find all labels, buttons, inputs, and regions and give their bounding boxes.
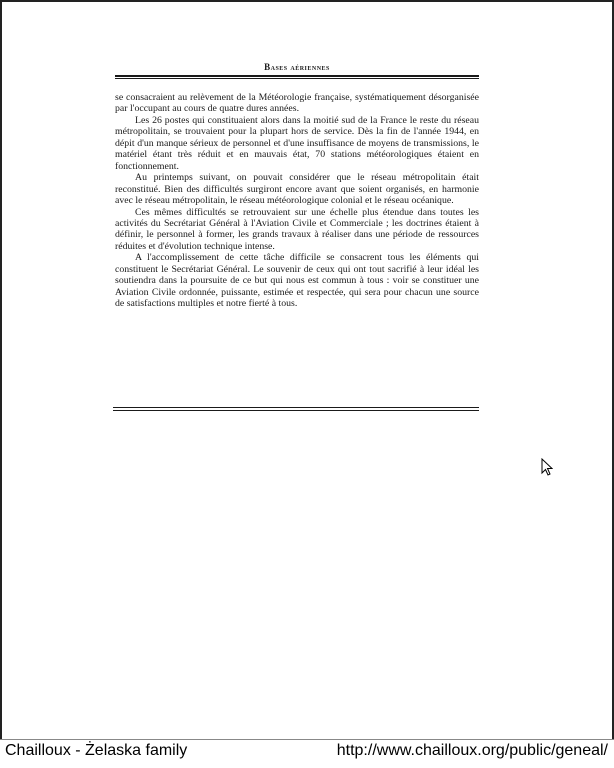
footer-url-link[interactable]: http://www.chailloux.org/public/geneal/	[336, 742, 608, 759]
running-title: Bases aériennes	[264, 62, 330, 72]
end-rule-thin	[113, 410, 479, 411]
scan-border-top	[0, 0, 614, 2]
body-text	[115, 92, 479, 310]
paragraph: Ces mêmes difficultés se retrouvaient sur une échelle plus étendue dans toutes les activités du Secrétariat Général à l'Aviation Civile et Commerciale ; les doctrines étaient à définir, le personnel à former, les grands travaux à réaliser dans une période de ressources réduites et d'évolution technique intense.	[115, 206, 479, 252]
mouse-pointer-icon	[541, 458, 553, 476]
end-rule	[113, 407, 479, 408]
header-rule-thin	[115, 78, 479, 79]
paragraph: Les 26 postes qui constituaient alors dans la moitié sud de la France le reste du réseau métropolitain, se trouvaient pour la plupart hors de service. Dès la fin de l'année 1944, en dépit d'un manque sérieux de personnel et d'une insuffisance de moyens de transmissions, le matériel étant très réduit et en mauvais état, 70 stations météorologiques étaient en fonctionnement.	[115, 114, 479, 172]
paragraph: A l'accomplissement de cette tâche difficile se consacrent tous les éléments qui constituent le Secrétariat Général. Le souvenir de ceux qui ont tout sacrifié à leur idéal les soutiendra dans la poursuite de ce but qui nous est commun à tous : voir se constituer une Aviation Civile ordonnée, puissante, estimée et respectée, qui sera pour chacun une source de satisfactions multiples et notre fierté à tous.	[115, 252, 479, 310]
paragraph: se consacraient au relèvement de la Météorologie française, systématiquement désorganisée par l'occupant au cours de quatre dures années.	[115, 92, 479, 115]
footer-credit: Chailloux - Żelaska family	[5, 742, 188, 759]
scan-border-left	[0, 0, 2, 740]
header-rule	[115, 75, 479, 77]
scan-border-bottom	[0, 739, 614, 740]
paragraph: Au printemps suivant, on pouvait considérer que le réseau métropolitain était reconstitué. Bien des difficultés surgiront encore avant que soient organisés, en harmonie avec le réseau métropolitain, le réseau météorologique colonial et le réseau océanique.	[115, 172, 479, 207]
